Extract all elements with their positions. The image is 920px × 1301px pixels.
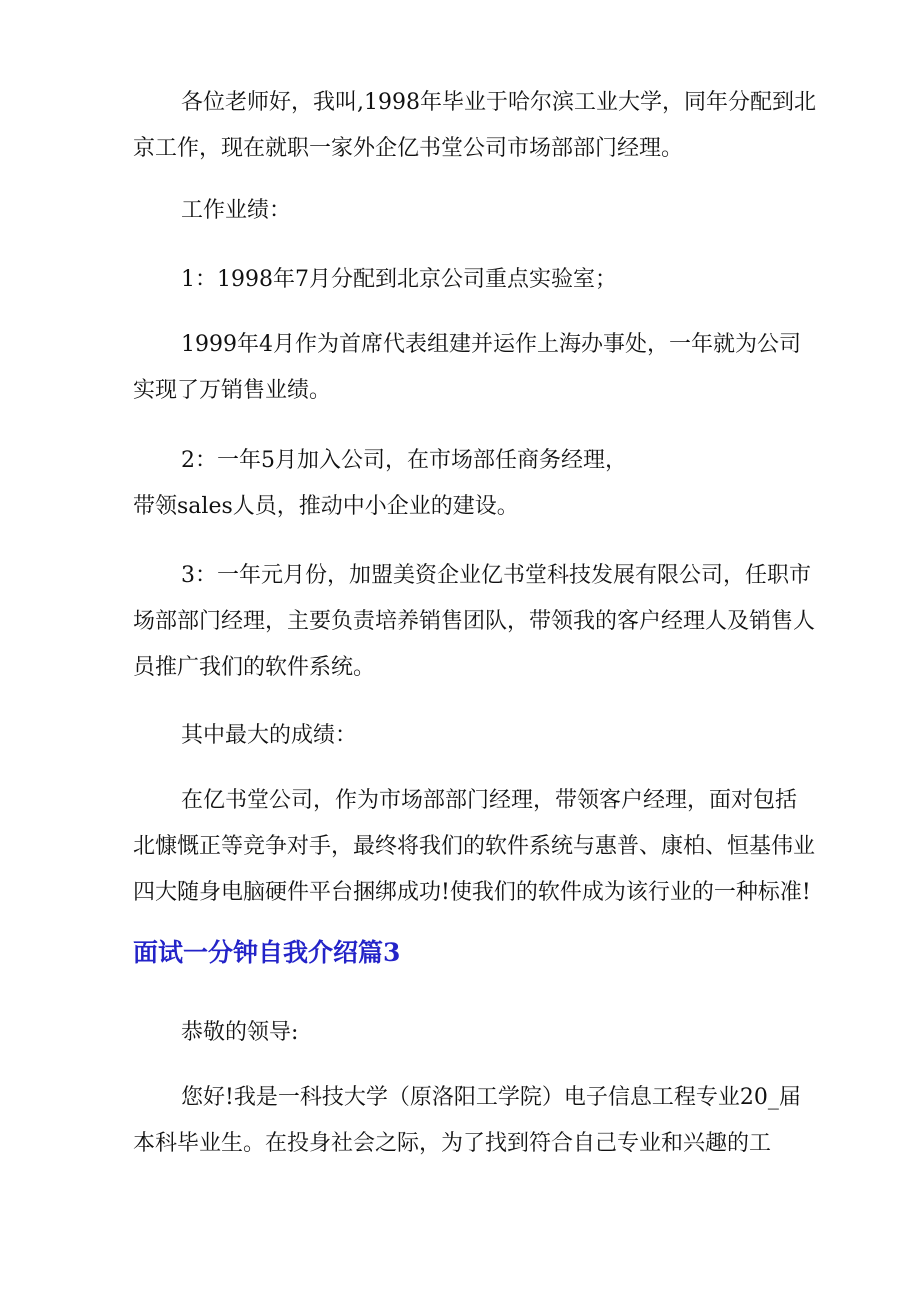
text-line: 本科毕业生。在投身社会之际，为了找到符合自己专业和兴趣的工 [133, 1131, 772, 1156]
text-line: 场部部门经理，主要负责培养销售团队，带领我的客户经理人及销售人 [133, 609, 816, 634]
text-line: 实现了万销售业绩。 [133, 378, 332, 403]
text-line: 在亿书堂公司，作为市场部部门经理，带领客户经理，面对包括 [181, 788, 798, 813]
paragraph-greatest-achievement-label [133, 713, 813, 759]
paragraph-1999 [133, 322, 813, 414]
text-line: 京工作，现在就职一家外企亿书堂公司市场部部门经理。 [133, 136, 684, 161]
section-heading [133, 930, 400, 976]
paragraph-achievements-label [133, 188, 813, 234]
text-line: 各位老师好，我叫,1998年毕业于哈尔滨工业大学，同年分配到北 [181, 90, 816, 115]
paragraph-greatest-achievement [133, 778, 816, 916]
text-line: 3：一年元月份，加盟美资企业亿书堂科技发展有限公司，任职市 [181, 563, 811, 588]
text-line: 工作业绩： [181, 198, 292, 223]
text-line: 北慷慨正等竞争对手，最终将我们的软件系统与惠普、康柏、恒基伟业 [133, 834, 816, 859]
paragraph-salutation [133, 1010, 813, 1056]
text-line: 1：1998年7月分配到北京公司重点实验室； [181, 267, 617, 292]
heading-text: 面试一分钟自我介绍篇 [133, 938, 384, 967]
heading-number: 3 [383, 938, 401, 967]
paragraph-greeting [133, 1075, 813, 1167]
paragraph-item-3 [133, 553, 816, 691]
text-line: 2：一年5月加入公司，在市场部任商务经理， [181, 448, 627, 473]
paragraph-item-2 [133, 438, 813, 530]
text-line: 带领sales人员，推动中小企业的建设。 [133, 494, 519, 519]
text-line: 员推广我们的软件系统。 [133, 655, 376, 680]
text-line: 其中最大的成绩： [181, 723, 358, 748]
paragraph-intro [133, 80, 816, 172]
paragraph-item-1 [133, 257, 813, 303]
text-line: 1999年4月作为首席代表组建并运作上海办事处，一年就为公司 [181, 332, 801, 357]
text-line: 四大随身电脑硬件平台捆绑成功!使我们的软件成为该行业的一种标准! [133, 880, 811, 905]
text-line: 您好!我是一科技大学（原洛阳工学院）电子信息工程专业20_届 [181, 1085, 801, 1110]
text-line: 恭敬的领导: [181, 1020, 299, 1045]
